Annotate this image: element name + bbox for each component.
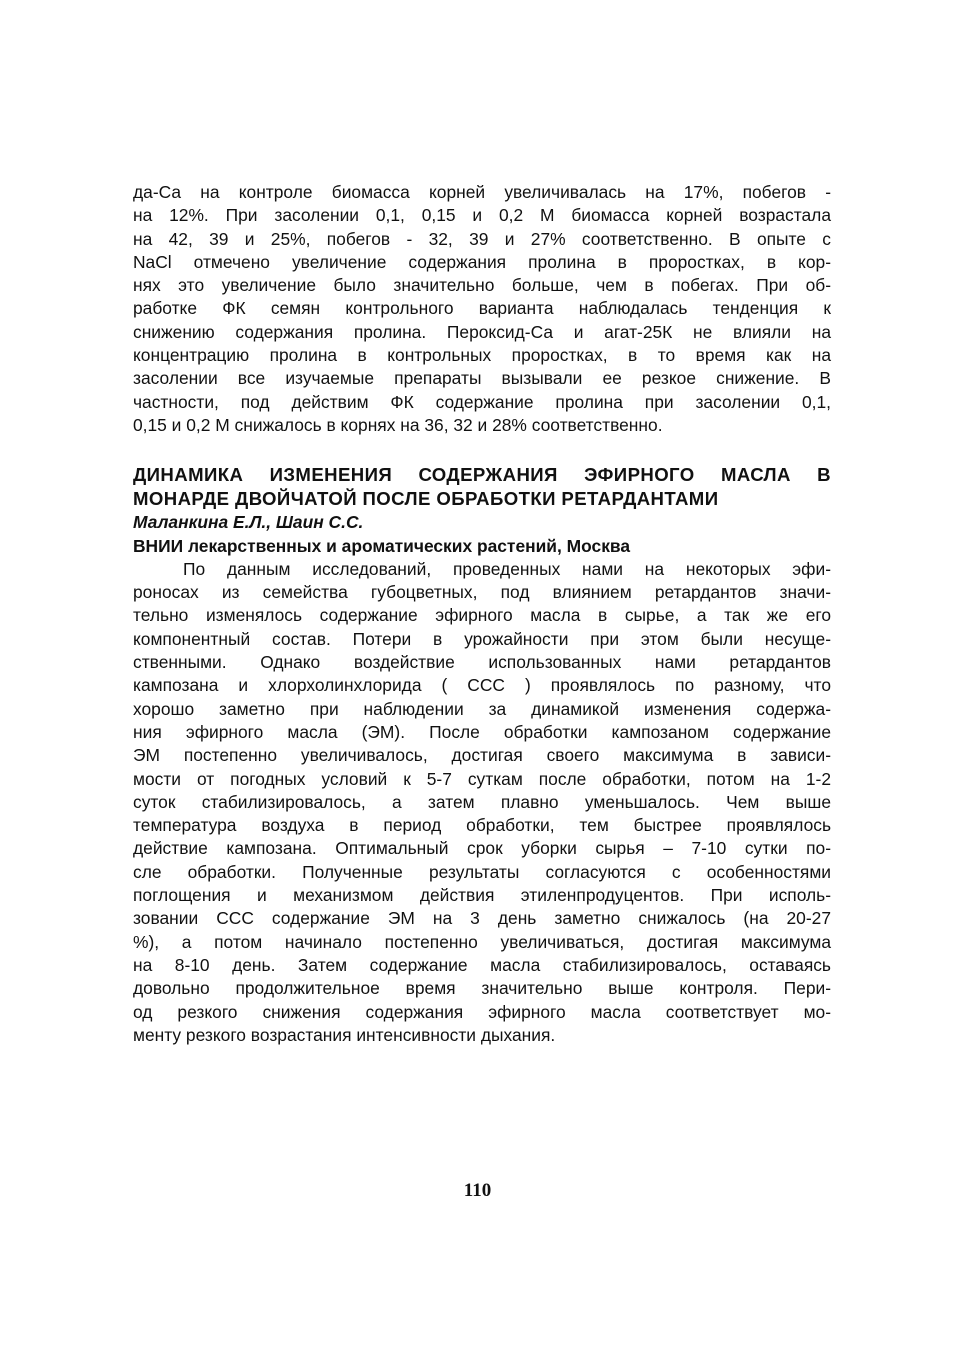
text-line: частности, под действим ФК содержание пролина при засолении 0,1, xyxy=(133,391,831,412)
text-line: на 12%. При засолении 0,1, 0,15 и 0,2 М биомасса корней возрастала xyxy=(133,205,831,226)
authors-line: Маланкина Е.Л., Шаин С.С. xyxy=(133,512,364,533)
text-line: хорошо заметно при наблюдении за динамикой изменения содержа- xyxy=(133,698,831,719)
text-line: довольно продолжительное время значительно выше контроля. Пери- xyxy=(133,978,831,999)
text-line: компонентный состав. Потери в урожайности при этом были несуще- xyxy=(133,628,831,649)
section-spacer xyxy=(133,437,831,463)
text-line: NaCl отмечено увеличение содержания пролина в проростках, в кор- xyxy=(133,251,831,272)
text-line: на 42, 39 и 25%, побегов - 32, 39 и 27% соответственно. В опыте с xyxy=(133,228,831,249)
text-line: нях это увеличение было значительно больше, чем в побегах. При об- xyxy=(133,275,831,296)
page-number: 110 xyxy=(463,1180,492,1201)
text-line: мости от погодных условий к 5-7 суткам после обработки, потом на 1-2 xyxy=(133,768,831,789)
text-line: ния эфирного масла (ЭМ). После обработки кампозаном содержание xyxy=(133,721,831,742)
text-line: суток стабилизировалось, а затем плавно уменьшалось. Чем выше xyxy=(133,791,831,812)
text-line: ЭМ постепенно увеличивалось, достигая своего максимума в зависи- xyxy=(133,745,831,766)
text-line: температура воздуха в период обработки, тем быстрее проявлялось xyxy=(133,815,831,836)
article-title xyxy=(133,463,831,511)
continued-paragraph xyxy=(133,181,831,437)
text-line: По данным исследований, проведенных нами на некоторых эфи- xyxy=(183,558,831,579)
text-line: засолении все изучаемые препараты вызывали ее резкое снижение. В xyxy=(133,368,831,389)
text-line: работке ФК семян контрольного варианта наблюдалась тенденция к xyxy=(133,298,831,319)
page-content xyxy=(133,181,831,1047)
title-line: МОНАРДЕ ДВОЙЧАТОЙ ПОСЛЕ ОБРАБОТКИ РЕТАРДАНТАМИ xyxy=(133,488,719,510)
text-line: на 8-10 день. Затем содержание масла стабилизировалось, оставаясь xyxy=(133,954,831,975)
text-line: да-Са на контроле биомасса корней увеличивалась на 17%, побегов - xyxy=(133,182,831,202)
text-line: 0,15 и 0,2 М снижалось в корнях на 36, 32 и 28% соответственно. xyxy=(133,414,663,435)
text-line: действие кампозана. Оптимальный срок уборки сырья – 7-10 сутки по- xyxy=(133,838,831,859)
text-line: концентрацию пролина в контрольных проростках, в то время как на xyxy=(133,345,831,366)
article-affiliation xyxy=(133,535,831,558)
text-line: зовании ССС содержание ЭМ на 3 день заметно снижалось (на 20-27 xyxy=(133,908,831,929)
article-authors xyxy=(133,511,831,534)
text-line: од резкого снижения содержания эфирного масла соответствует мо- xyxy=(133,1001,831,1022)
text-line: ственными. Однако воздействие использованных нами ретардантов xyxy=(133,652,831,673)
text-line: поглощения и механизмом действия этиленпродуцентов. При исполь- xyxy=(133,885,831,906)
text-line: роносах из семейства губоцветных, под влиянием ретардантов значи- xyxy=(133,582,831,603)
text-line: тельно изменялось содержание эфирного масла в сырье, а так же его xyxy=(133,605,831,626)
text-line: менту резкого возрастания интенсивности дыхания. xyxy=(133,1024,556,1045)
text-line: кампозана и хлорхолинхлорида ( ССС ) проявлялось по разному, что xyxy=(133,675,831,696)
text-line: сле обработки. Полученные результаты согласуются с особенностями xyxy=(133,861,831,882)
text-line: %), а потом начинало постепенно увеличиваться, достигая максимума xyxy=(133,931,831,952)
title-line: ДИНАМИКА ИЗМЕНЕНИЯ СОДЕРЖАНИЯ ЭФИРНОГО МАСЛА В xyxy=(133,464,831,486)
article-body xyxy=(133,558,831,1047)
text-line: снижению содержания пролина. Пероксид-Са и агат-25К не влияли на xyxy=(133,321,831,342)
affiliation-line: ВНИИ лекарственных и ароматических растений, Москва xyxy=(133,535,631,556)
